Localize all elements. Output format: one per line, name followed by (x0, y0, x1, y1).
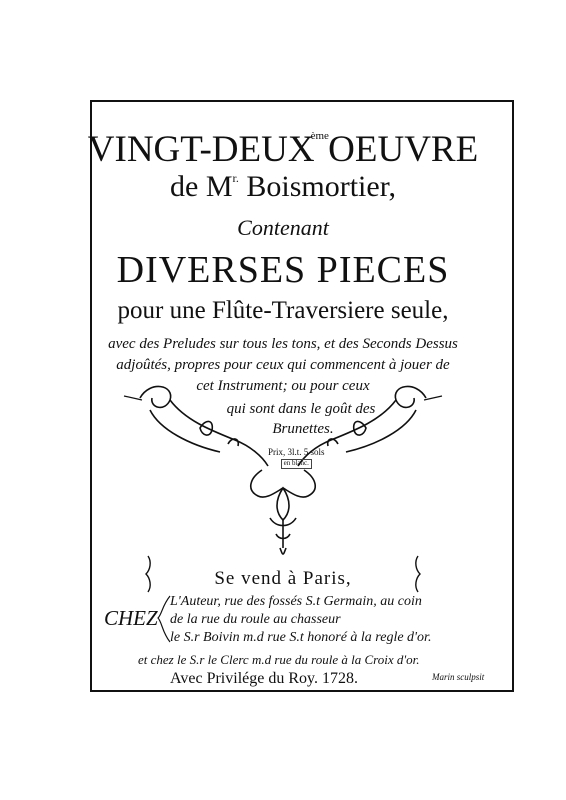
address-line-2: de la rue du roule au chasseur (170, 612, 341, 627)
engraver-credit: Marin sculpsit (432, 672, 485, 682)
address-line-3: le S.r Boivin m.d rue S.t honoré à la regle d'or. (170, 630, 432, 645)
sold-at-line: Se vend à Paris, (214, 568, 352, 589)
title-line-2-superscript: r. (232, 171, 239, 185)
composer-name: Boismortier, (246, 170, 396, 203)
description-line-2: adjoûtés, propres pour ceux qui commencent à jouer de (116, 357, 450, 373)
title-line-3: Contenant (237, 215, 329, 240)
privilege-line: Avec Privilége du Roy. 1728. (170, 670, 358, 687)
price-line-2: en blanc. (281, 459, 312, 469)
title-line-1-rest: OEUVRE (328, 129, 479, 170)
chez-label: CHEZ (104, 606, 158, 630)
work-title: DIVERSES PIECES (116, 249, 450, 291)
description-line-3: cet Instrument; ou pour ceux (196, 378, 370, 394)
address-line-1: L'Auteur, rue des fossés S.t Germain, au coin (170, 594, 422, 609)
price-line-1: Prix, 3l.t. 5 sols (268, 447, 325, 457)
title-line-1-main: VINGT-DEUX (87, 129, 315, 170)
price-label (268, 448, 325, 469)
description-line-4: qui sont dans le goût des (226, 401, 376, 417)
address-line-4: et chez le S.r le Clerc m.d rue du roule à la Croix d'or. (138, 652, 420, 667)
description-line-1: avec des Preludes sur tous les tons, et des Seconds Dessus (108, 336, 458, 352)
description-line-5: Brunettes. (272, 421, 334, 437)
instrument-line: pour une Flûte-Traversiere seule, (117, 297, 449, 324)
title-line-2-main: de M (170, 170, 233, 203)
title-line-1-superscript: ème (310, 130, 329, 142)
